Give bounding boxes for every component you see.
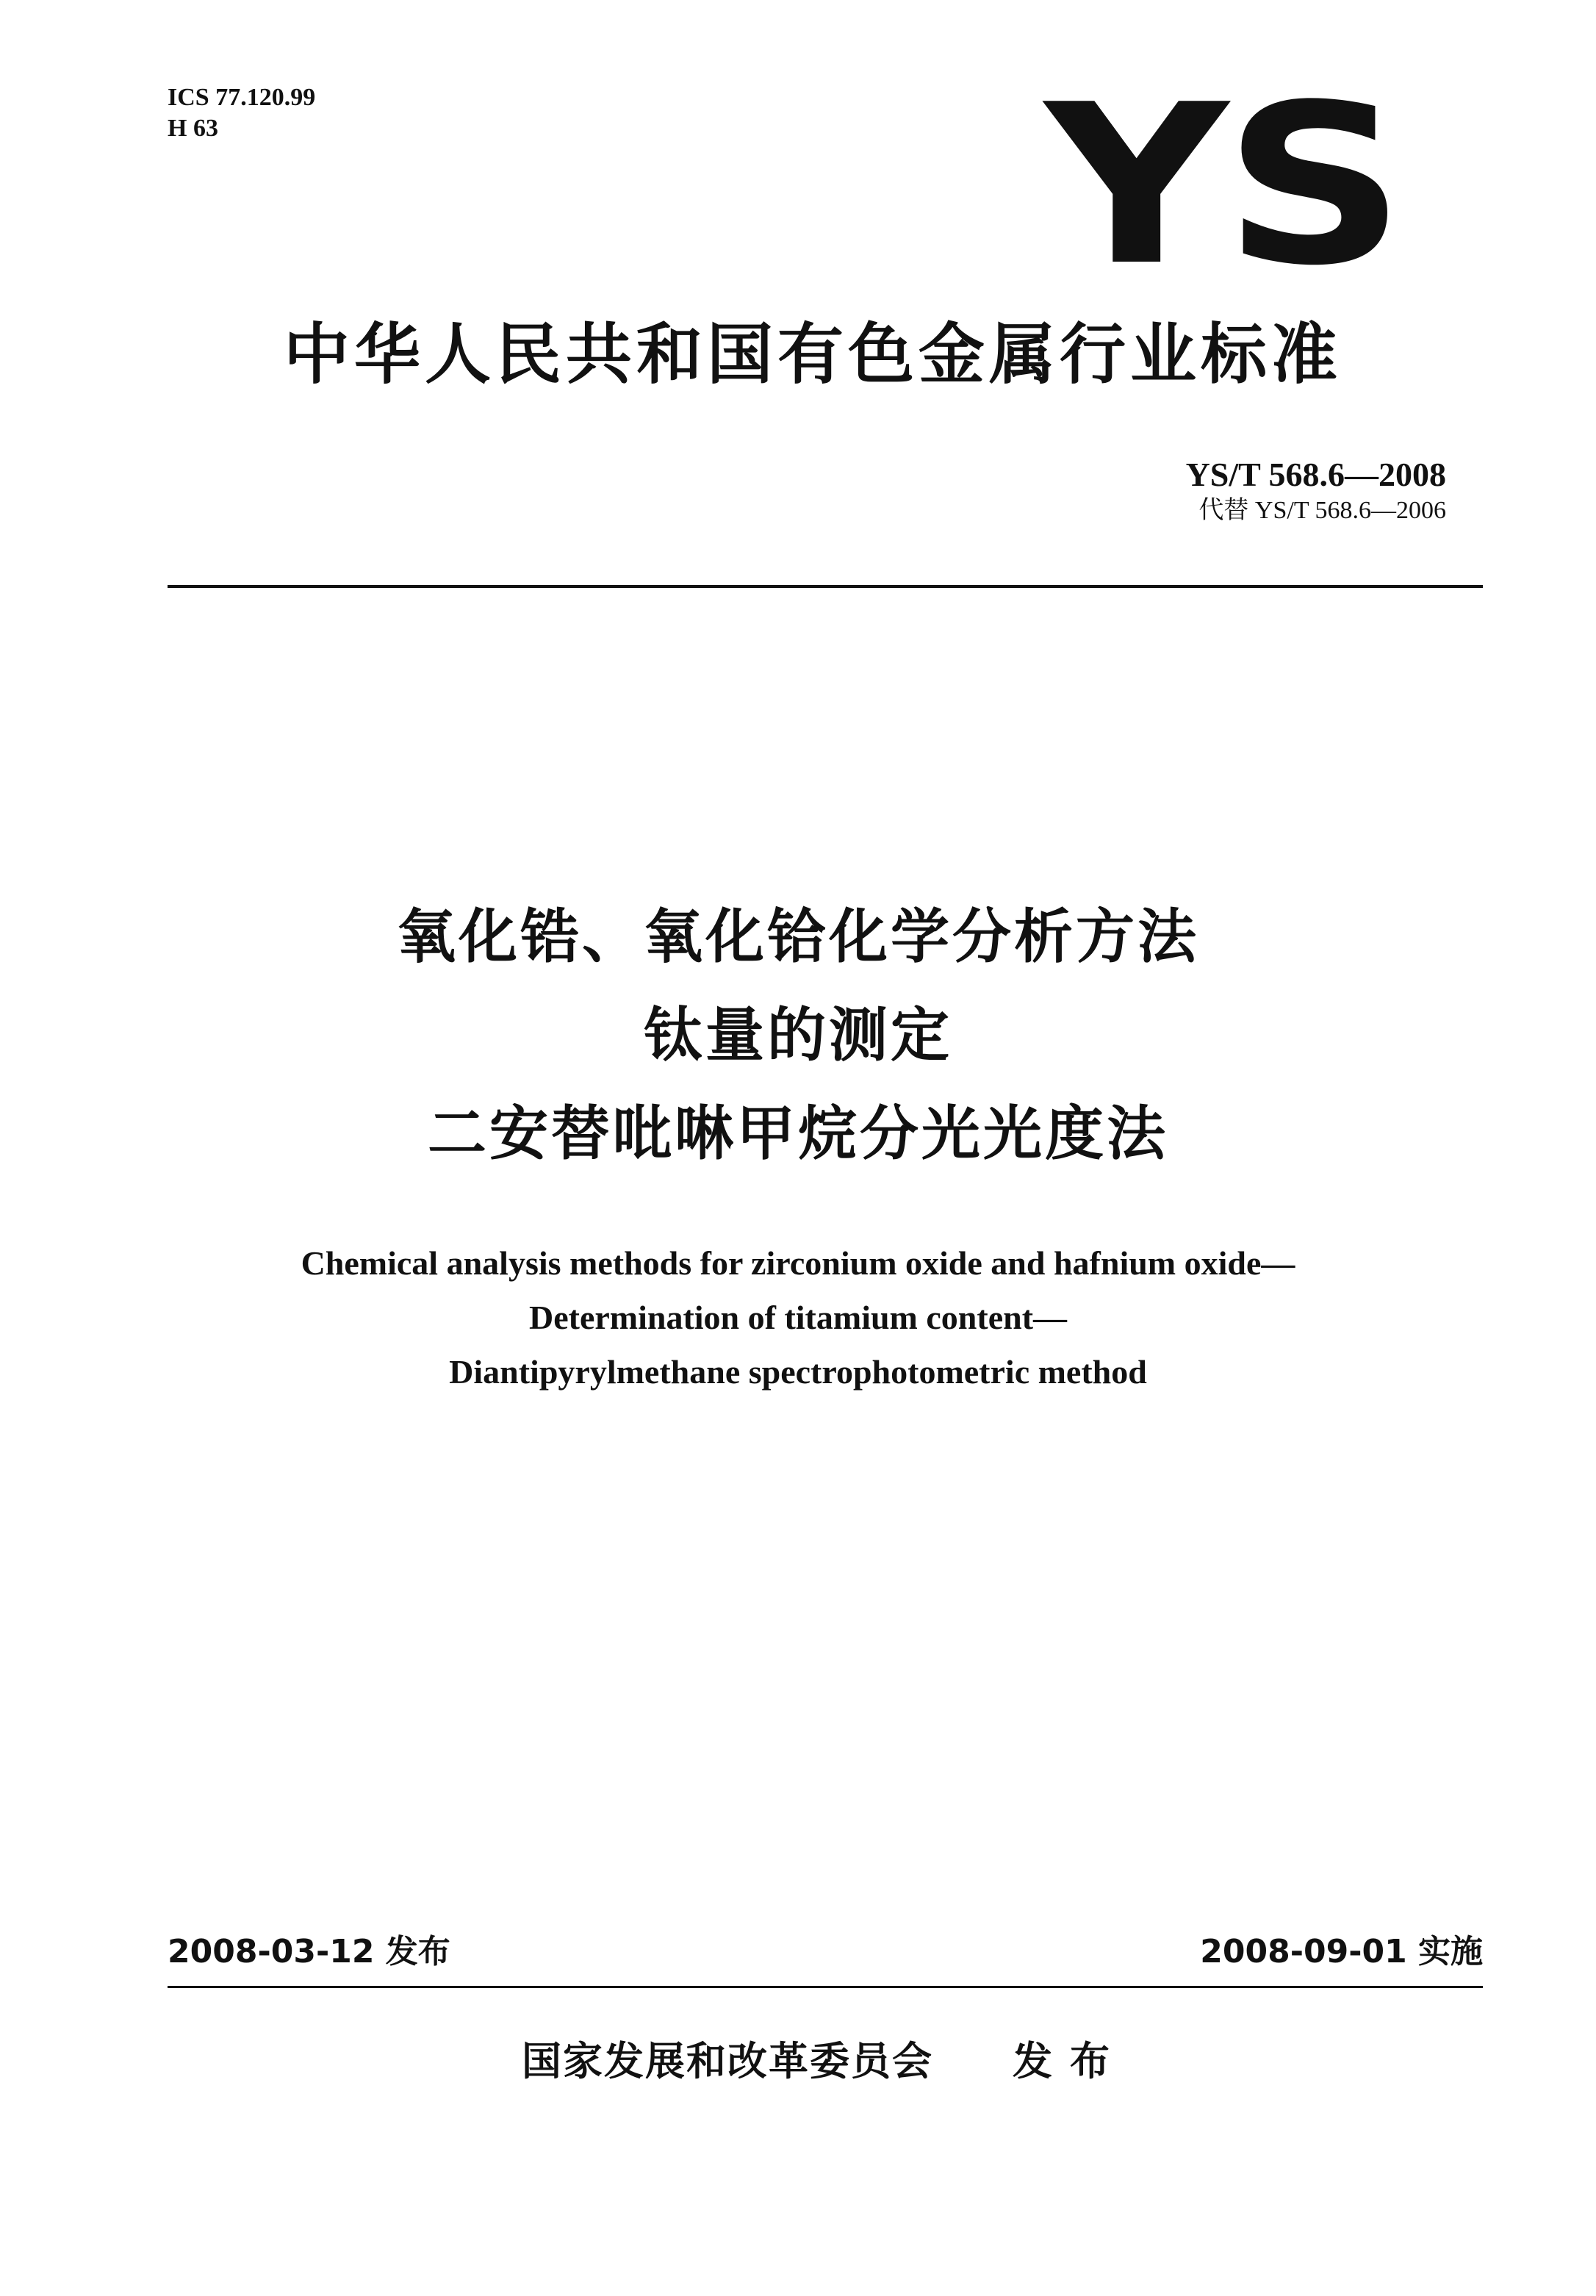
replaces-standard: 代替 YS/T 568.6—2006 xyxy=(1198,497,1446,524)
standard-number-block xyxy=(1186,454,1446,526)
publisher-action: 发布 xyxy=(1013,2038,1127,2084)
bottom-divider xyxy=(168,1986,1483,1988)
ys-logo: YS xyxy=(1044,57,1401,314)
publisher-line xyxy=(522,2036,1127,2087)
implementation-date: 2008-09-01 实施 xyxy=(1200,1933,1483,1970)
english-title-line-1: Chemical analysis methods for zirconium oxide and hafnium oxide— xyxy=(301,1244,1295,1282)
standard-category-title: 中华人民共和国有色金属行业标准 xyxy=(284,316,1342,393)
english-title-line-2: Determination of titamium content— xyxy=(528,1299,1068,1336)
chinese-title xyxy=(0,888,1596,1183)
issue-date: 2008-03-12 发布 xyxy=(168,1933,450,1970)
publisher-organization: 国家发展和改革委员会 xyxy=(522,2038,933,2084)
classification-codes xyxy=(168,82,461,144)
english-title-line-3: Diantipyrylmethane spectrophotometric method xyxy=(449,1353,1147,1391)
ics-code: ICS 77.120.99 xyxy=(168,84,316,111)
chinese-title-line-3: 二安替吡啉甲烷分光光度法 xyxy=(428,1099,1168,1168)
english-title xyxy=(0,1236,1596,1399)
chinese-title-line-1: 氧化锆、氧化铪化学分析方法 xyxy=(397,903,1199,971)
ccs-code: H 63 xyxy=(168,115,218,142)
standard-code: YS/T 568.6—2008 xyxy=(1185,456,1446,493)
chinese-title-line-2: 钛量的测定 xyxy=(644,1001,952,1069)
top-divider xyxy=(168,585,1483,588)
